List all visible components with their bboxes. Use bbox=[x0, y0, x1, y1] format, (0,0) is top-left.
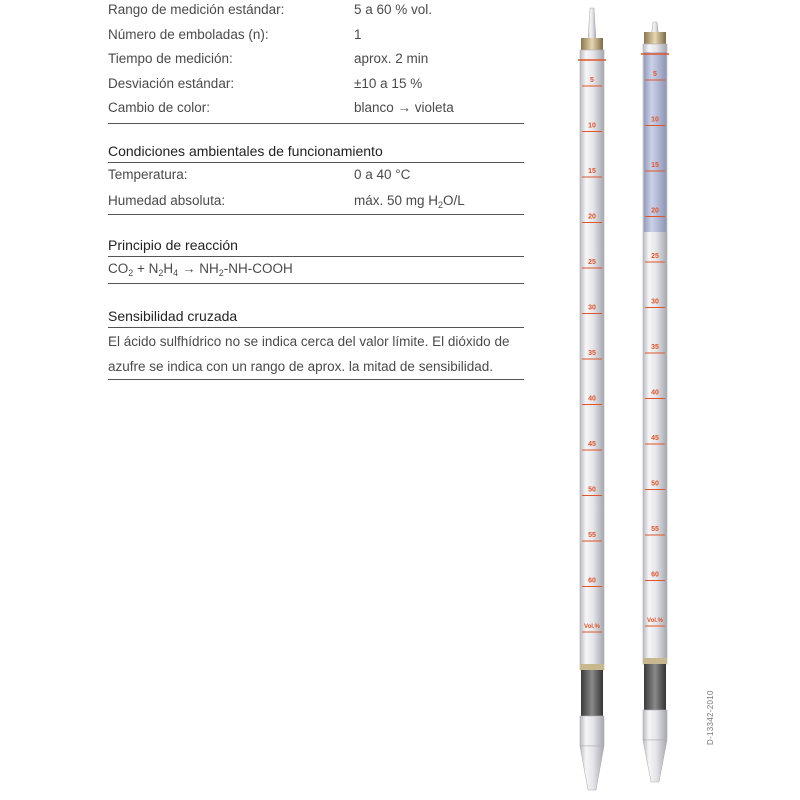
scale-label: 25 bbox=[651, 253, 659, 260]
measurement-table bbox=[108, 0, 524, 124]
detector-tubes-image bbox=[530, 0, 800, 800]
scale-label: 30 bbox=[588, 304, 596, 312]
spec-row-temperature bbox=[108, 163, 524, 188]
scale-label: 30 bbox=[651, 298, 659, 306]
scale-label: 15 bbox=[651, 162, 659, 169]
cross-sensitivity-heading: Sensibilidad cruzada bbox=[108, 308, 238, 324]
spec-value: 5 a 60 % vol. bbox=[354, 2, 433, 17]
spec-value: 0 a 40 °C bbox=[354, 167, 411, 182]
spec-row-time bbox=[108, 47, 524, 72]
spec-label: Cambio de color: bbox=[108, 100, 211, 115]
spec-value: 1 bbox=[354, 26, 362, 42]
reaction-heading: Principio de reacción bbox=[108, 237, 238, 253]
cross-sensitivity-text: El ácido sulfhídrico no se indica cerca del valor límite. El dióxido de azufre se indica con un rango de aprox. la mitad de sensibilidad. bbox=[108, 334, 510, 374]
section-divider bbox=[108, 214, 524, 215]
scale-label: 35 bbox=[651, 344, 659, 351]
tube-used bbox=[641, 22, 669, 782]
reaction-formula: $CO_2 + N_2H_4$ → $NH_2-NH$-COOH bbox=[108, 261, 293, 278]
conditions-heading: Condiciones ambientales de funcionamiento bbox=[108, 143, 383, 159]
spec-value: aprox. 2 min bbox=[354, 51, 429, 66]
spec-row-deviation bbox=[108, 72, 524, 97]
scale-label: 10 bbox=[588, 122, 596, 130]
section-divider bbox=[108, 379, 524, 380]
section-divider bbox=[108, 283, 524, 284]
spec-label: Desviación estándar: bbox=[108, 75, 235, 91]
scale-label: 60 bbox=[588, 577, 596, 585]
conditions-section bbox=[108, 140, 524, 215]
scale-label: 15 bbox=[588, 168, 596, 175]
scale-label: 5 bbox=[653, 71, 657, 78]
section-divider bbox=[108, 123, 524, 124]
scale-label: 45 bbox=[588, 441, 596, 448]
scale-label: Vol.% bbox=[647, 618, 663, 624]
spec-value: blanco → violeta bbox=[354, 100, 454, 115]
spec-value: ±10 a 15 % bbox=[354, 75, 423, 91]
spec-label: Rango de medición estándar: bbox=[108, 2, 285, 17]
scale-label: 55 bbox=[651, 526, 659, 533]
spec-row-strokes bbox=[108, 23, 524, 48]
spec-label: Tiempo de medición: bbox=[108, 51, 233, 66]
scale-label: 60 bbox=[651, 571, 659, 579]
spec-label: Número de emboladas (n): bbox=[108, 26, 269, 42]
spec-row-range bbox=[108, 0, 524, 23]
cross-sensitivity-section bbox=[108, 305, 524, 380]
scale-label: 10 bbox=[651, 116, 659, 124]
scale-label: 20 bbox=[651, 207, 659, 215]
spec-row-color-change bbox=[108, 96, 524, 121]
scale-label: 50 bbox=[651, 480, 659, 488]
document-id: D-13342-2010 bbox=[706, 690, 715, 745]
spec-value: máx. 50 mg $H_2O/L$ bbox=[354, 192, 465, 210]
spec-row-humidity bbox=[108, 188, 524, 214]
scale-label: 40 bbox=[588, 395, 596, 403]
scale-label: 50 bbox=[588, 486, 596, 494]
reaction-section bbox=[108, 234, 524, 284]
scale-label: 20 bbox=[588, 213, 596, 221]
scale-label: 45 bbox=[651, 435, 659, 442]
tube-unused bbox=[578, 8, 606, 790]
scale-label: 25 bbox=[588, 259, 596, 266]
spec-label: Temperatura: bbox=[108, 167, 188, 182]
scale-label: Vol.% bbox=[584, 624, 600, 630]
scale-label: 35 bbox=[588, 350, 596, 357]
spec-label: Humedad absoluta: bbox=[108, 192, 226, 208]
scale-label: 5 bbox=[590, 77, 594, 84]
scale-label: 40 bbox=[651, 389, 659, 397]
scale-label: 55 bbox=[588, 532, 596, 539]
